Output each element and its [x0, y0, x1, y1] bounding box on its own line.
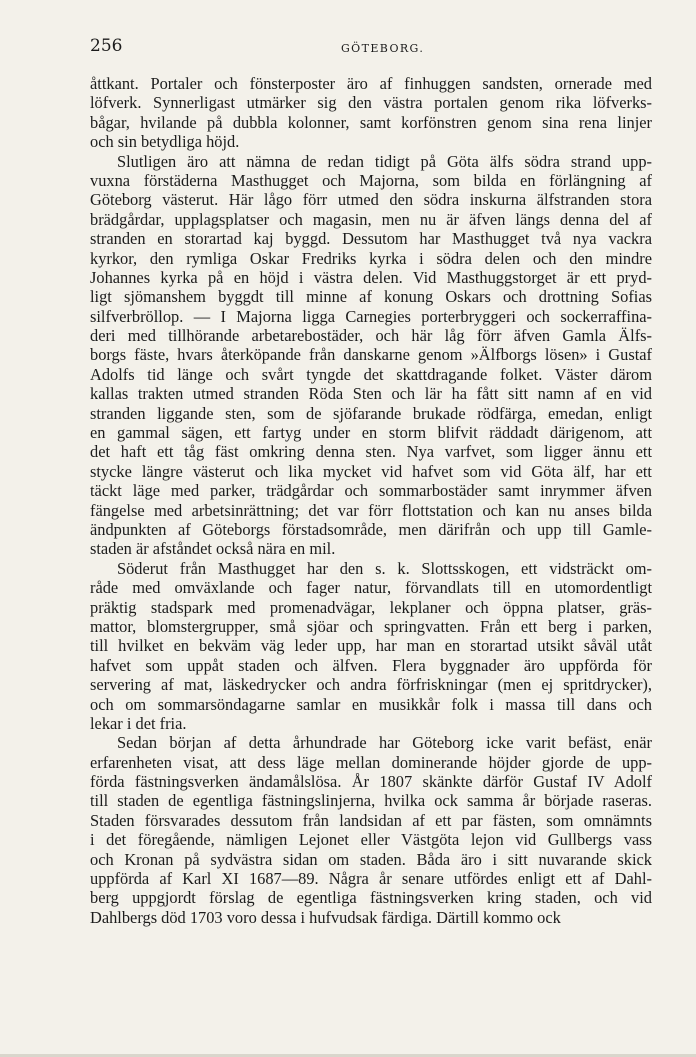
text-line: stranden en storartad kaj byggd. Dessutom har Masthugget två nya vackra: [90, 229, 652, 249]
text-line: lekar i det fria.: [90, 713, 187, 733]
text-line: deri med tillhörande arbetarebostäder, och här låg förr äfven Gamla Älfs-: [90, 326, 652, 346]
text-line: silfverbröllop. — I Majorna ligga Carnegies porterbryggeri och sockerraffina-: [90, 306, 652, 326]
text-line: bågar, hvilande på dubbla kolonner, samt korfönstren genom sina rena linjer: [90, 112, 652, 132]
text-line: kallas trakten utmed stranden Röda Sten och lär ha fått sitt namn af en vid: [90, 384, 652, 404]
text-line: Johannes kyrka på en höjd i västra delen. Vid Masthuggstorget är ett pryd-: [90, 267, 652, 287]
text-line: och om sommarsöndagarne samlar en musikkår folk i massa till dans och: [90, 694, 652, 714]
text-line: Dahlbergs död 1703 voro dessa i hufvudsak färdiga. Därtill kommo ock: [90, 907, 561, 927]
text-line: löfverk. Synnerligast utmärker sig den västra portalen genom rika löfverks-: [90, 93, 652, 113]
text-line: hafvet som uppåt staden och älfven. Flera byggnader äro uppförda för: [90, 655, 652, 675]
text-line: brädgårdar, upplagsplatser och magasin, men nu är äfven längs denna del af: [90, 209, 652, 229]
text-line: Sedan början af detta århundrade har Göteborg icke varit befäst, enär: [117, 733, 652, 753]
text-line: till hvilket en bekväm väg leder upp, har man en storartad utsikt såväl utåt: [90, 636, 652, 656]
text-line: det haft ett tåg fäst omkring denna sten. Nya varfvet, som ligger ännu ett: [90, 442, 652, 462]
text-line: till staden de egentliga fästningslinjerna, hvilka ock samma år började raseras.: [90, 791, 652, 811]
paragraph: [90, 152, 652, 559]
text-line: täckt läge med parker, trädgårdar och sommarbostäder samt inrymmer äfven: [90, 481, 652, 501]
page-number: 256: [90, 36, 123, 56]
running-title: GÖTEBORG.: [341, 42, 425, 55]
text-line: Slutligen äro att nämna de redan tidigt på Göta älfs södra strand upp-: [117, 151, 652, 171]
text-line: kyrkor, den rymliga Oskar Fredriks kyrka i södra delen och den mindre: [90, 248, 652, 268]
text-line: Staden försvarades dessutom från landsidan af ett par fästen, som omnämnts: [90, 810, 652, 830]
text-line: erfarenheten visat, att dess läge mellan dominerande höjder gjorde de upp-: [90, 752, 652, 772]
text-line: i det föregående, nämligen Lejonet eller Västgöta lejon vid Gullbergs vass: [90, 830, 652, 850]
text-line: förda fästningsverken ändamålslösa. År 1807 skänkte därför Gustaf IV Adolf: [90, 772, 652, 792]
text-line: staden är afståndet också nära en mil.: [90, 539, 336, 559]
text-line: en gammal sägen, ett fartyg under en storm blifvit räddadt därigenom, att: [90, 423, 652, 443]
paragraph: [90, 733, 652, 927]
text-line: berg uppgjordt förslag de egentliga fästningsverken kring staden, och vid: [90, 888, 652, 908]
text-line: ändpunkten af Göteborgs förstadsområde, men därifrån och upp till Gamle-: [90, 519, 652, 539]
text-line: råde med omväxlande och fager natur, förvandlats till en utomordentligt: [90, 578, 652, 598]
text-line: uppförda af Karl XI 1687—89. Några år senare utfördes enligt ett af Dahl-: [90, 869, 652, 889]
body-text: [90, 74, 652, 927]
text-line: borgs fäste, hvars återköpande från danskarne genom »Älfborgs lösen» i Gustaf: [90, 345, 652, 365]
text-line: fängelse med arbetsinrättning; det var förr flottstation och kan nu anses bilda: [90, 500, 652, 520]
text-line: Söderut från Masthugget har den s. k. Slottsskogen, ett vidsträckt om-: [117, 558, 652, 578]
text-line: mattor, blomstergrupper, små sjöar och springvatten. Från ett berg i parken,: [90, 616, 652, 636]
text-line: vuxna förstäderna Masthugget och Majorna, som bilda en förlängning af: [90, 170, 652, 190]
text-line: åttkant. Portaler och fönsterposter äro af finhuggen sandsten, ornerade med: [90, 74, 652, 93]
text-line: ligt sjömanshem byggdt till minne af konung Oskars och drottning Sofias: [90, 287, 652, 307]
text-line: stycke längre västerut och lika mycket vid hafvet som vid Göta älf, har ett: [90, 461, 652, 481]
page-header: [0, 36, 696, 60]
paragraph: [90, 559, 652, 734]
text-line: stranden liggande sten, som de sjöfarande brukade rödfärga, emedan, enligt: [90, 403, 652, 423]
text-line: präktig stadspark med promenadvägar, lekplaner och öppna platser, gräs-: [90, 597, 652, 617]
text-line: servering af mat, läskedrycker och andra förfriskningar (men ej spritdrycker),: [90, 675, 652, 695]
paragraph: [90, 74, 652, 152]
text-line: och sin betydliga höjd.: [90, 132, 240, 152]
text-line: Göteborg västerut. Här lågo förr utmed den södra inskurna älfstranden stora: [90, 190, 652, 210]
text-line: Adolfs tid länge och svårt tyngde det skattdragande folket. Väster därom: [90, 364, 652, 384]
text-line: och Kronan på sydvästra sidan om staden. Båda äro i sitt nuvarande skick: [90, 849, 652, 869]
